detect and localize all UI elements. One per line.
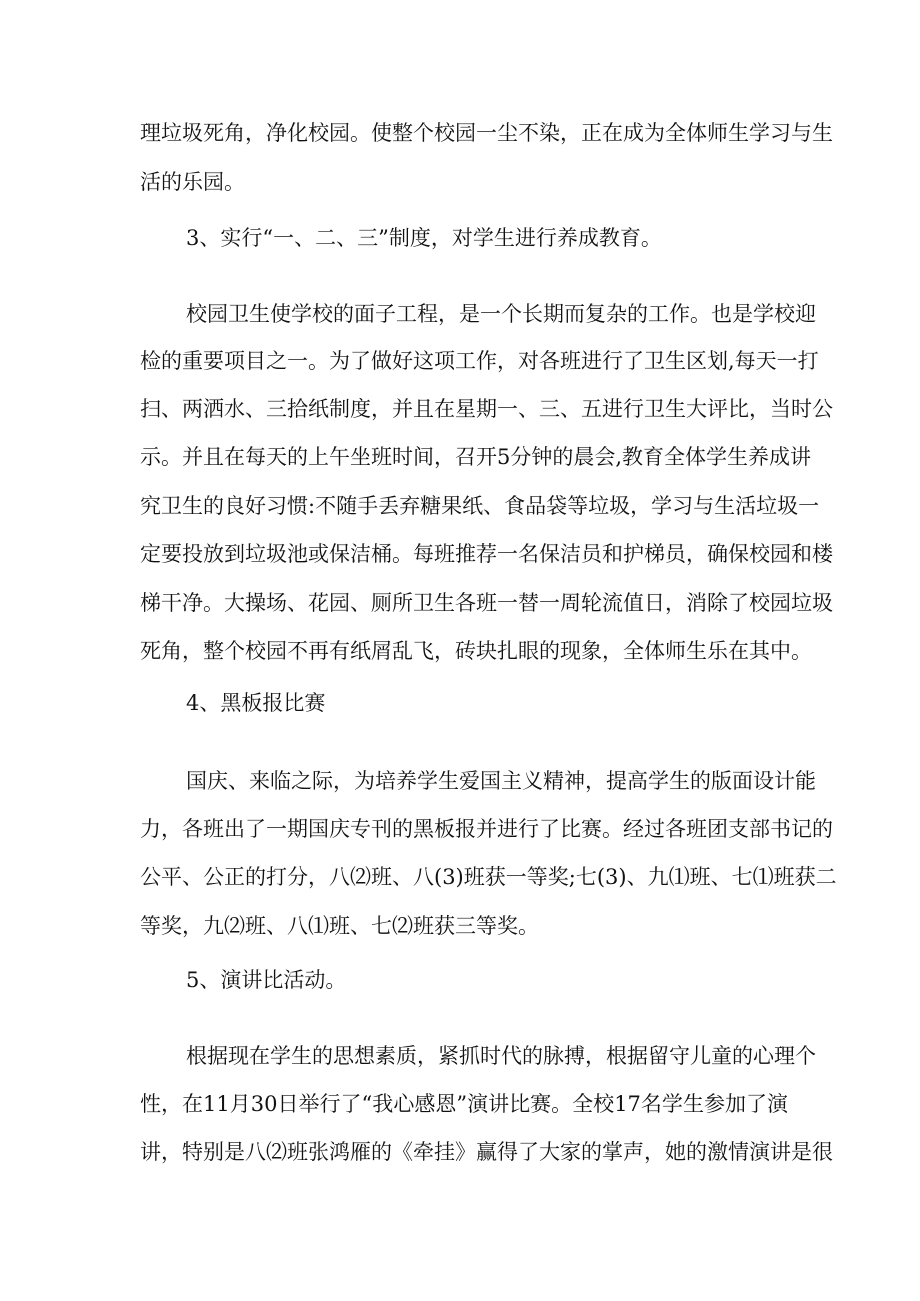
paragraph-line: 究卫生的良好习惯:不随手丢弃糖果纸、食品袋等垃圾，学习与生活垃圾一 (140, 494, 820, 518)
paragraph-line: 等奖，九⑵班、八⑴班、七⑵班获三等奖。 (140, 914, 539, 938)
paragraph-line: 死角，整个校园不再有纸屑乱飞，砖块扎眼的现象，全体师生乐在其中。 (140, 639, 812, 663)
paragraph-line: 扫、两洒水、三拾纸制度，并且在星期一、三、五进行卫生大评比，当时公 (140, 397, 833, 421)
section-heading: 4、黑板报比赛 (186, 691, 326, 715)
paragraph-line: 定要投放到垃圾池或保洁桶。每班推荐一名保洁员和护梯员，确保校园和楼 (140, 542, 833, 566)
paragraph-line: 梯干净。大操场、花园、厕所卫生各班一替一周轮流值日，消除了校园垃圾 (140, 591, 833, 615)
paragraph-line: 根据现在学生的思想素质，紧抓时代的脉搏，根据留守儿童的心理个 (186, 1044, 816, 1068)
paragraph-line: 公平、公正的打分，八⑵班、八(3)班获一等奖;七(3)、九⑴班、七⑴班获二 (140, 865, 837, 889)
paragraph-line: 国庆、来临之际，为培养学生爱国主义精神，提高学生的版面设计能 (186, 769, 816, 793)
paragraph-line: 理垃圾死角，净化校园。使整个校园一尘不染，正在成为全体师生学习与生 (140, 121, 833, 145)
paragraph-line: 检的重要项目之一。为了做好这项工作，对各班进行了卫生区划,每天一打 (140, 349, 819, 373)
paragraph-line: 示。并且在每天的上午坐班时间，召开5分钟的晨会,教育全体学生养成讲 (140, 445, 812, 469)
section-heading: 5、演讲比活动。 (186, 968, 347, 992)
section-heading: 3、实行“一、二、三”制度，对学生进行养成教育。 (186, 226, 662, 250)
paragraph-line: 讲，特别是八⑵班张鸿雁的《牵挂》赢得了大家的掌声，她的激情演讲是很 (140, 1140, 833, 1164)
paragraph-line: 活的乐园。 (140, 170, 245, 194)
paragraph-line: 性，在11月30日举行了“我心感恩”演讲比赛。全校17名学生参加了演 (140, 1092, 788, 1116)
paragraph-line: 校园卫生使学校的面子工程，是一个长期而复杂的工作。也是学校迎 (186, 302, 816, 326)
paragraph-line: 力，各班出了一期国庆专刊的黑板报并进行了比赛。经过各班团支部书记的 (140, 817, 833, 841)
